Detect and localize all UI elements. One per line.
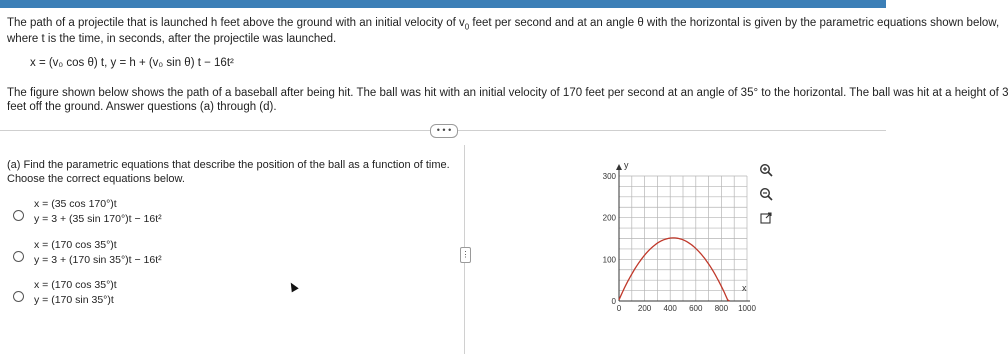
intro-line-2: where t is the time, in seconds, after the projectile was launched. xyxy=(7,33,337,45)
y-tick-label: 200 xyxy=(602,213,616,223)
mouse-cursor xyxy=(287,281,298,293)
part-a-title: (a) Find the parametric equations that describe the position of the ball as a function of time. xyxy=(7,159,450,171)
y-tick-label: 300 xyxy=(602,172,616,181)
option-c-y[interactable]: y = (170 sin 35°)t xyxy=(34,294,114,306)
zoom-out-icon[interactable] xyxy=(758,187,774,203)
popout-icon[interactable] xyxy=(758,211,774,227)
expand-more-button[interactable]: • • • xyxy=(430,124,458,138)
problem-line-1: The figure shown below shows the path of a baseball after being hit. The ball was hit with an initial velocity of 170 feet per second at an angle of 35° to the horizontal. The ball was hit at a height of 3 xyxy=(7,87,1008,99)
parametric-equation: x = (v₀ cos θ) t, y = h + (v₀ sin θ) t − 16t² xyxy=(30,57,234,69)
y-axis-label: y xyxy=(624,160,629,170)
zoom-in-icon[interactable] xyxy=(758,163,774,179)
option-c-x[interactable]: x = (170 cos 35°)t xyxy=(34,279,117,291)
option-a-x[interactable]: x = (35 cos 170°)t xyxy=(34,198,117,210)
trajectory-graph xyxy=(590,158,760,318)
problem-line-2: feet off the ground. Answer questions (a) through (d). xyxy=(7,101,277,113)
x-tick-label: 400 xyxy=(663,304,677,313)
option-b-x[interactable]: x = (170 cos 35°)t xyxy=(34,239,117,251)
top-accent-bar xyxy=(0,0,886,8)
x-axis-label: x xyxy=(742,283,747,293)
x-tick-label: 800 xyxy=(714,304,729,313)
x-tick-label: 1000 xyxy=(738,304,756,313)
graph-grid xyxy=(619,176,747,301)
option-c-radio[interactable] xyxy=(13,291,24,302)
x-tick-label: 600 xyxy=(689,304,703,313)
y-axis-arrow xyxy=(616,164,622,170)
y-tick-label: 0 xyxy=(611,297,616,306)
option-b-radio[interactable] xyxy=(13,251,24,262)
option-a-radio[interactable] xyxy=(13,210,24,221)
option-b-y[interactable]: y = 3 + (170 sin 35°)t − 16t² xyxy=(34,254,162,266)
x-tick-label: 0 xyxy=(616,304,622,313)
x-tick-label: 200 xyxy=(637,304,652,313)
y-tick-label: 100 xyxy=(602,255,616,265)
intro-line-1: The path of a projectile that is launched h feet above the ground with an initial velocity of $v_0$ feet per second and at an angle θ with the horizontal is given by the parametric equations shown below, xyxy=(7,17,1000,32)
option-a-y[interactable]: y = 3 + (35 sin 170°)t − 16t² xyxy=(34,213,162,225)
splitter-handle[interactable]: ⋮ xyxy=(460,247,471,263)
part-a-subtitle: Choose the correct equations below. xyxy=(7,173,185,185)
